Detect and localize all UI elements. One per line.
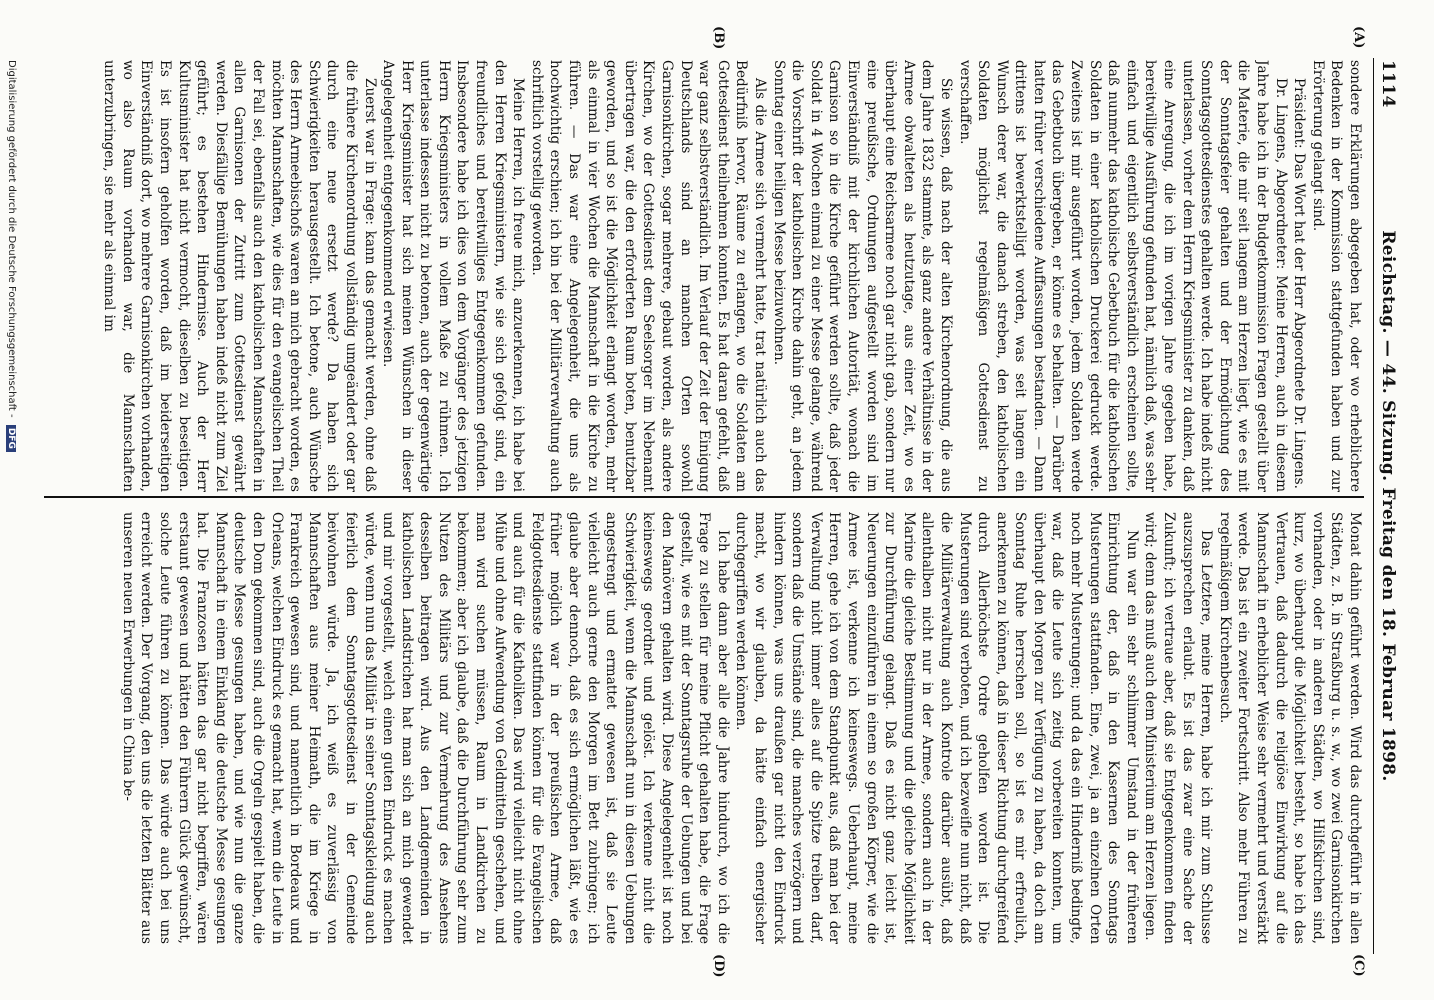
page-number: 1114: [1378, 60, 1398, 108]
margin-marker-d: (D): [711, 954, 726, 978]
paragraph: Monat dahin geführt werden. Wird das durchgeführt in allen Städten, z. B. in Straßburg u. s. w., wo zwei Garnisonkirchen vorhanden, oder in anderen Städten, wo Hilfskirchen sind, kurz, wo überhaupt die Möglichkeit besteht, so habe ich das Vertrauen, daß dadurch die religiöse Einwirkung auf die Mannschaft in erheblicher Weise sehr vermehrt und verstärkt werde. Das ist ein zweiter Fortschritt. Also mehr Führen zu regelmäßigem Kirchenbesuch.: [1216, 512, 1363, 944]
right-text-column: [44, 512, 1364, 944]
margin-marker-a: (A): [1351, 26, 1366, 49]
paragraph: Meine Herren, ich freue mich, anzuerkennen, ich habe bei den Herren Kriegsministern, wie sie sich gefolgt sind, ein freundliches und bereitwilliges Entgegenkommen gefunden. Insbesondere habe ich dies von dem Vorgänger des jetzigen Herrn Kriegsministers in vollem Maße zu rühmen. Ich unterlasse indessen nicht zu betonen, auch der gegenwärtige Herr Kriegsminister hat sich meinen Wünschen in dieser Angelegenheit entgegenkommend erwiesen.: [380, 60, 527, 492]
paragraph: Als die Armee sich vermehrt hatte, trat natürlich auch das Bedürfniß hervor, Räume zu erlangen, wo die Soldaten am Gottesdienst theilnehmen konnten. Es hat daran gefehlt, daß war ganz selbstverständlich. Im Verlauf der Zeit der Einigung Deutschlands sind an manchen Orten sowohl Garnisonkirchen, sogar mehrere, gebaut worden, als andere Kirchen, wo der Gottesdienst dem Seelsorger im Nebenamt übertragen war, die den erforderten Raum boten, benutzbar geworden, und so ist die Möglichkeit erlangt worden, mehr als einmal in vier Wochen die Mannschaft in die Kirche zu führen. — Das war eine Angelegenheit, die uns als hochwichtig erschien; ich bin bei der Militärverwaltung auch schriftlich vorstellig geworden.: [528, 60, 768, 492]
credit-text: Digitalisierung gefördert durch die Deutsche Forschungsgemeinschaft -: [6, 60, 17, 418]
margin-marker-b: (B): [711, 26, 726, 50]
left-text-column: [44, 60, 1364, 492]
page-title: Reichstag. — 44. Sitzung. Freitag den 18. Februar 1898.: [1378, 230, 1398, 782]
page-header: [1373, 58, 1400, 954]
paragraph: Ich habe dann aber alle die Jahre hindurch, wo ich die Frage zu stellen für meine Pflicht gehalten habe, die Frage gestellt, wie es mit der Sonntagsruhe der Uebungen und bei den Manövern gehalten wird. Diese Angelegenheit ist noch keineswegs geordnet und gelöst. Ich verkenne nicht die Schwierigkeit, wenn die Mannschaft nun in diesen Uebungen angestrengt und ermattet gewesen ist, daß sie Leute vielleicht auch gerne den Morgen im Bett zubringen; ich glaube aber dennoch, daß es sich ermöglichen läßt, wie es früher möglich war in der preußischen Armee, daß Feldgottesdienste stattfinden können für die Evangelischen und auch für die Katholiken. Das wird vielleicht nicht ohne Mühe und ohne Aufwendung von Geldmitteln geschehen, und man wird suchen müssen, Raum in Landkirchen zu bekommen; aber ich glaube, daß die Durchführung sehr zum Nutzen des Militärs und zur Vermehrung des Ansehens desselben beitragen wird. Aus den Landgemeinden in katholischen Landstrichen hat man sich an mich gewendet und mir vorgestellt, welch einen guten Eindruck es machen würde, wenn nun das Militär in seiner Sonntagskleidung auch feierlich dem Sonntagsgottesdienst in der Gemeinde beiwohnen würde. Ja, ich weiß es zuverlässig von Mannschaften aus meiner Heimath, die im Kriege in Frankreich gewesen sind, und namentlich in Bordeaux und Orleans, welchen Eindruck es gemacht hat, wenn die Leute in den Dom gekommen sind, auch die Orgeln gespielt haben, die deutsche Messe gesungen haben, und wie nun die ganze Mannschaft in einem Einklang die deutsche Messe gesungen hat. Die Franzosen hätten das gar nicht begriffen, wären erstaunt gewesen und hätten den Führern Glück gewünscht, solche Leute führen zu können. Das würde auch bei uns erreicht werden. Der Vorgang, den uns die letzten Blätter aus unseren neuen Erwerbungen in China be-: [119, 512, 731, 944]
dfg-logo: DFG: [6, 425, 16, 452]
paragraph: Zuerst war in Frage: kann das gemacht werden, ohne daß die frühere Kirchenordnung vollständig umgeändert oder gar durch eine neue ersetzt werde? Da haben sich Schwierigkeiten herausgestellt. Ich betone, auch Wünsche des Herrn Armeebischofs waren an mich gebracht worden, es möchten Mannschaften, wie dies für den evangelischen Theil der Fall sei, ebenfalls auch den katholischen Mannschaften in allen Garnisonen der Zutritt zum Gottesdienst gewährt werden. Diesfällige Bemühungen haben indeß nicht zum Ziel geführt; es bestehen Hindernisse. Auch der Herr Kultusminister hat nicht vermocht, dieselben zu beseitigen. Es ist insofern geholfen worden, daß im beiderseitigen Einverständniß dort, wo mehrere Garnisonkirchen vorhanden, wo also Raum vorhanden war, die Mannschaften unterzubringen, sie mehr als einmal im: [101, 60, 378, 492]
paragraph: Nun war ein sehr schlimmer Umstand in der früheren Einrichtung der, daß in den Kasernen des Sonntags Musterungen stattfanden. Eine, zwei, ja an einzelnen Orten noch mehr Musterungen; und da das ein Hinderniß bedingte, war, daß die Leute sich zeitig vorbereiten konnten, um überhaupt den Morgen zur Verfügung zu haben, da doch am Sonntag Ruhe herrschen soll, so ist es mir erfreulich, anerkennen zu können, daß in dieser Richtung durchgreifend durch Allerhöchste Ordre geholfen worden ist. Die Musterungen sind verboten, und ich bezweifle nun nicht, daß die Militärverwaltung auch Kontrole darüber ausübt, daß allenthalben nicht nur in der Armee, sondern auch in der Marine die gleiche Bestimmung und die gleiche Möglichkeit zur Durchführung gelangt. Daß es nicht ganz leicht ist, Neuerungen einzuführen in einem so großen Körper, wie die Armee ist, verkenne ich keineswegs. Ueberhaupt, meine Herren, gehe ich von dem Standpunkt aus, daß man bei der Verwaltung nicht immer alles auf die Spitze treiben darf, sondern daß die Umstände sind, die manches verzögern und hindern können, was uns draußen gar nicht den Eindruck macht, wo wir glauben, da hätte einfach energischer durchgegriffen werden können.: [733, 512, 1140, 944]
column-divider: [44, 496, 1364, 498]
paragraph: Das Letztere, meine Herren, habe ich mir zum Schlusse auszusprechen erlaubt. Es ist das zwar eine Sache der Zukunft; ich vertraue aber, daß sie Entgegenkommen finden wird; denn das muß auch dem Ministerium am Herzen liegen.: [1142, 512, 1215, 944]
paragraph: Sie wissen, daß nach der alten Kirchenordnung, die aus dem Jahre 1832 stammte, als ganz andere Verhältnisse in der Armee obwalteten als heutzutage, aus einer Zeit, wo es überhaupt eine Reichsarmee noch gar nicht gab, sondern nur eine preußische, Ordnungen aufgestellt worden sind im Einverständniß mit der kirchlichen Autorität, wonach die Garnison so in die Kirche geführt werden sollte, daß jeder Soldat in 4 Wochen einmal zu einer Messe gelange, während die Vorschrift der katholischen Kirche dahin geht, an jedem Sonntag einer heiligen Messe beizuwohnen.: [770, 60, 954, 492]
paragraph: sondere Erklärungen abgegeben hat, oder wo erheblichere Bedenken in der Kommission stattgefunden haben und zur Erörterung gelangt sind.: [1309, 60, 1363, 492]
paragraph: Dr. Lingens, Abgeordneter: Meine Herren, auch in diesem Jahre habe ich in der Budgetkommission Fragen gestellt über die Materie, die mir seit langem am Herzen liegt, wie es mit der Sonntagsfeier gehalten und der Ermöglichung des Sonntagsgottesdienstes gehalten werde. Ich habe indeß nicht unterlassen, vorher dem Herrn Kriegsminister zu danken, daß eine Anregung, die ich im vorigen Jahre gegeben habe, bereitwillige Ausführung gefunden hat, nämlich daß, was sehr einfach und eigentlich selbstverständlich erscheinen sollte, daß nunmehr das katholische Gebetbuch für die katholischen Soldaten in einer katholischen Druckerei gedruckt werde. Zweitens ist mir ausgeführt worden, jedem Soldaten werde das Gebetbuch übergeben, er könne es behalten. — Darüber hatten früher verschiedene Auffassungen bestanden. — Dann drittens ist bewerktstelligt worden, was seit langem ein Wunsch derer war, die danach streben, den katholischen Soldaten möglichst regelmäßigen Gottesdienst zu verschaffen.: [956, 60, 1289, 492]
margin-marker-c: (C): [1351, 954, 1366, 977]
digitization-credit: [6, 60, 17, 960]
paragraph: Präsident: Das Wort hat der Herr Abgeordnete Dr. Lingens.: [1291, 78, 1308, 489]
